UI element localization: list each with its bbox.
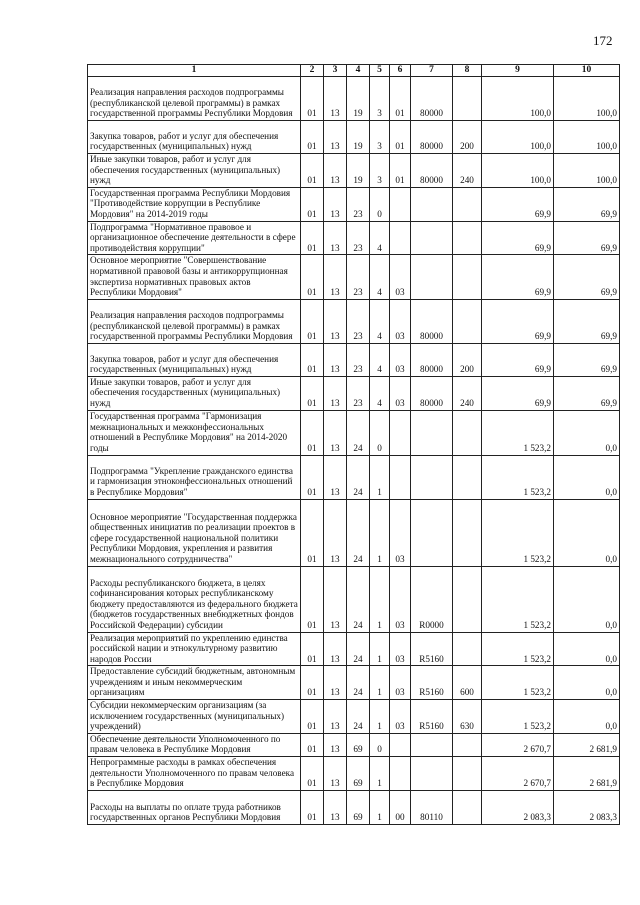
- table-body: [88, 77, 620, 825]
- table-cell: 69,9: [554, 255, 620, 299]
- column-header: 3: [324, 65, 347, 77]
- row-name-cell: Непрограммные расходы в рамках обеспечения деятельности Уполномоченного по правам человека в Республике Мордовия: [88, 757, 301, 791]
- table-cell: 0,0: [554, 566, 620, 632]
- column-header: 9: [482, 65, 554, 77]
- row-name-cell: Расходы на выплаты по оплате труда работников государственных органов Республики Мордовия: [88, 790, 301, 824]
- table-row: [88, 121, 620, 154]
- row-name-cell: Подпрограмма "Нормативное правовое и организационное обеспечение деятельности в сфере противодействия коррупции": [88, 221, 301, 255]
- table-cell: 0: [370, 410, 390, 455]
- table-cell: 80000: [411, 343, 453, 376]
- budget-table: [87, 64, 620, 825]
- table-cell: [411, 221, 453, 255]
- table-cell: 13: [324, 121, 347, 154]
- table-cell: 1: [370, 790, 390, 824]
- table-cell: 13: [324, 700, 347, 734]
- table-cell: 01: [301, 733, 324, 756]
- table-cell: 13: [324, 410, 347, 455]
- table-cell: 03: [390, 255, 411, 299]
- row-name-cell: Основное мероприятие "Совершенствование нормативной правовой базы и антикоррупционная экспертиза нормативных правовых актов Республики Мордовия": [88, 255, 301, 299]
- table-cell: 00: [390, 790, 411, 824]
- table-cell: 1: [370, 700, 390, 734]
- table-row: [88, 632, 620, 666]
- table-cell: 1 523,2: [482, 410, 554, 455]
- table-cell: 01: [301, 376, 324, 410]
- table-cell: 2 670,7: [482, 757, 554, 791]
- table-cell: [390, 733, 411, 756]
- table-cell: 200: [453, 343, 482, 376]
- table-row: [88, 499, 620, 566]
- column-header: 10: [554, 65, 620, 77]
- table-row: [88, 455, 620, 499]
- row-name-cell: Реализация направления расходов подпрограммы (республиканской целевой программы) в рамках государственной программы Республики Мордовия: [88, 77, 301, 121]
- table-row: [88, 343, 620, 376]
- table-cell: 1: [370, 666, 390, 700]
- table-cell: [390, 757, 411, 791]
- table-cell: 01: [301, 154, 324, 188]
- table-cell: 03: [390, 343, 411, 376]
- table-cell: 3: [370, 121, 390, 154]
- table-cell: [453, 299, 482, 343]
- table-header-row: [88, 65, 620, 77]
- table-cell: 3: [370, 154, 390, 188]
- table-cell: [411, 410, 453, 455]
- table-cell: 13: [324, 221, 347, 255]
- table-cell: 0,0: [554, 632, 620, 666]
- table-cell: 100,0: [554, 121, 620, 154]
- table-cell: 1: [370, 499, 390, 566]
- table-cell: 69: [347, 757, 370, 791]
- table-cell: 0,0: [554, 700, 620, 734]
- table-row: [88, 700, 620, 734]
- table-cell: [453, 77, 482, 121]
- row-name-cell: Реализация направления расходов подпрограммы (республиканской целевой программы) в рамках государственной программы Республики Мордовия: [88, 299, 301, 343]
- table-cell: 69,9: [482, 255, 554, 299]
- column-header: 2: [301, 65, 324, 77]
- table-cell: 19: [347, 77, 370, 121]
- row-name-cell: Иные закупки товаров, работ и услуг для обеспечения государственных (муниципальных) нужд: [88, 376, 301, 410]
- table-cell: 2 083,3: [554, 790, 620, 824]
- table-cell: R5160: [411, 700, 453, 734]
- table-cell: 03: [390, 632, 411, 666]
- table-cell: 80000: [411, 154, 453, 188]
- table-cell: [390, 187, 411, 221]
- table-cell: 69,9: [554, 376, 620, 410]
- table-cell: 240: [453, 376, 482, 410]
- table-cell: 01: [301, 187, 324, 221]
- row-name-cell: Субсидии некоммерческим организациям (за исключением государственных (муниципальных) учреждений): [88, 700, 301, 734]
- table-cell: 13: [324, 632, 347, 666]
- table-cell: 23: [347, 221, 370, 255]
- table-cell: 2 681,9: [554, 757, 620, 791]
- table-cell: 69: [347, 790, 370, 824]
- table-cell: 630: [453, 700, 482, 734]
- table-cell: [411, 187, 453, 221]
- table-cell: 24: [347, 632, 370, 666]
- table-cell: 13: [324, 77, 347, 121]
- table-cell: R5160: [411, 666, 453, 700]
- table-cell: 4: [370, 376, 390, 410]
- row-name-cell: Государственная программа Республики Мордовия "Противодействие коррупции в Республике Мордовия" на 2014-2019 годы: [88, 187, 301, 221]
- table-cell: 69,9: [482, 299, 554, 343]
- table-cell: 01: [390, 154, 411, 188]
- column-header: 5: [370, 65, 390, 77]
- table-cell: [411, 499, 453, 566]
- table-cell: 80000: [411, 376, 453, 410]
- table-cell: 13: [324, 566, 347, 632]
- table-cell: 69: [347, 733, 370, 756]
- table-cell: 24: [347, 666, 370, 700]
- table-cell: 01: [301, 632, 324, 666]
- table-cell: R0000: [411, 566, 453, 632]
- table-cell: 69,9: [482, 376, 554, 410]
- table-cell: [411, 757, 453, 791]
- table-cell: 19: [347, 121, 370, 154]
- table-cell: 23: [347, 376, 370, 410]
- table-cell: 24: [347, 499, 370, 566]
- column-header: 6: [390, 65, 411, 77]
- table-cell: [453, 499, 482, 566]
- table-cell: [390, 221, 411, 255]
- table-cell: 03: [390, 499, 411, 566]
- table-cell: 13: [324, 499, 347, 566]
- table-cell: 80000: [411, 299, 453, 343]
- table-cell: 13: [324, 757, 347, 791]
- table-cell: 13: [324, 187, 347, 221]
- table-cell: 01: [301, 757, 324, 791]
- table-cell: 13: [324, 455, 347, 499]
- row-name-cell: Иные закупки товаров, работ и услуг для обеспечения государственных (муниципальных) нужд: [88, 154, 301, 188]
- table-cell: 200: [453, 121, 482, 154]
- table-cell: 4: [370, 221, 390, 255]
- table-cell: 0: [370, 187, 390, 221]
- table-cell: 23: [347, 299, 370, 343]
- table-cell: 0,0: [554, 410, 620, 455]
- table-cell: 24: [347, 566, 370, 632]
- table-row: [88, 77, 620, 121]
- table-cell: 0,0: [554, 499, 620, 566]
- table-cell: 100,0: [482, 77, 554, 121]
- row-name-cell: Предоставление субсидий бюджетным, автономным учреждениям и иным некоммерческим организациям: [88, 666, 301, 700]
- table-row: [88, 376, 620, 410]
- table-row: [88, 221, 620, 255]
- column-header: 4: [347, 65, 370, 77]
- table-cell: 13: [324, 343, 347, 376]
- table-cell: 13: [324, 733, 347, 756]
- row-name-cell: Подпрограмма "Укрепление гражданского единства и гармонизация этноконфессиональных отношений в Республике Мордовия": [88, 455, 301, 499]
- table-cell: 69,9: [554, 299, 620, 343]
- table-cell: [453, 733, 482, 756]
- table-cell: 01: [390, 77, 411, 121]
- table-cell: [453, 455, 482, 499]
- table-cell: [453, 566, 482, 632]
- table-cell: 100,0: [482, 121, 554, 154]
- table-cell: 01: [301, 666, 324, 700]
- table-row: [88, 299, 620, 343]
- table-cell: [411, 455, 453, 499]
- table-cell: 0,0: [554, 666, 620, 700]
- table-cell: 1: [370, 757, 390, 791]
- row-name-cell: Закупка товаров, работ и услуг для обеспечения государственных (муниципальных) нужд: [88, 343, 301, 376]
- table-cell: 100,0: [482, 154, 554, 188]
- table-cell: [411, 255, 453, 299]
- table-cell: 1 523,2: [482, 499, 554, 566]
- table-cell: 13: [324, 666, 347, 700]
- table-row: [88, 187, 620, 221]
- table-cell: 69,9: [554, 221, 620, 255]
- table-cell: 1: [370, 632, 390, 666]
- table-cell: [453, 632, 482, 666]
- table-row: [88, 410, 620, 455]
- table-cell: [453, 221, 482, 255]
- table-cell: 2 083,3: [482, 790, 554, 824]
- table-cell: 24: [347, 410, 370, 455]
- table-cell: 19: [347, 154, 370, 188]
- table-cell: 80000: [411, 77, 453, 121]
- table-cell: 100,0: [554, 77, 620, 121]
- table-cell: 1 523,2: [482, 700, 554, 734]
- table-cell: R5160: [411, 632, 453, 666]
- table-cell: 03: [390, 700, 411, 734]
- table-cell: 01: [301, 221, 324, 255]
- table-row: [88, 255, 620, 299]
- table-cell: [390, 410, 411, 455]
- table-cell: 80000: [411, 121, 453, 154]
- table-cell: 600: [453, 666, 482, 700]
- table-cell: 23: [347, 343, 370, 376]
- table-cell: 01: [301, 455, 324, 499]
- table-cell: 69,9: [482, 187, 554, 221]
- table-cell: 13: [324, 255, 347, 299]
- table-cell: 69,9: [554, 187, 620, 221]
- table-cell: 69,9: [482, 221, 554, 255]
- page-number: 172: [593, 33, 613, 48]
- table-cell: 3: [370, 77, 390, 121]
- table-cell: 13: [324, 154, 347, 188]
- row-name-cell: Основное мероприятие "Государственная поддержка общественных инициатив по реализации проектов в сфере государственной национальной политики Республики Мордовия, укрепления и развития межнационального сотрудничества": [88, 499, 301, 566]
- table-cell: 13: [324, 376, 347, 410]
- table-cell: 1: [370, 455, 390, 499]
- table-cell: 2 681,9: [554, 733, 620, 756]
- table-cell: [453, 410, 482, 455]
- table-row: [88, 790, 620, 824]
- table-row: [88, 154, 620, 188]
- column-header: 8: [453, 65, 482, 77]
- table-cell: 4: [370, 343, 390, 376]
- table-cell: 01: [301, 790, 324, 824]
- row-name-cell: Обеспечение деятельности Уполномоченного по правам человека в Республике Мордовия: [88, 733, 301, 756]
- table-cell: 69,9: [482, 343, 554, 376]
- table-cell: [453, 187, 482, 221]
- row-name-cell: Расходы республиканского бюджета, в целях софинансирования которых республиканскому бюджету предоставляются из федерального бюджета (бюджетов государственных внебюджетных фондов Российской Федерации) субсидии: [88, 566, 301, 632]
- table-cell: 0: [370, 733, 390, 756]
- table-cell: 13: [324, 790, 347, 824]
- table-cell: 24: [347, 700, 370, 734]
- table-cell: [453, 790, 482, 824]
- table-cell: [411, 733, 453, 756]
- table-cell: 01: [390, 121, 411, 154]
- table-cell: 01: [301, 566, 324, 632]
- table-cell: 01: [301, 343, 324, 376]
- table-cell: 03: [390, 566, 411, 632]
- table-cell: 01: [301, 121, 324, 154]
- table-cell: 24: [347, 455, 370, 499]
- table-row: [88, 566, 620, 632]
- table-row: [88, 757, 620, 791]
- table-cell: 01: [301, 499, 324, 566]
- table-cell: 240: [453, 154, 482, 188]
- table-cell: 80110: [411, 790, 453, 824]
- table-cell: 13: [324, 299, 347, 343]
- table-cell: 2 670,7: [482, 733, 554, 756]
- table-cell: [453, 757, 482, 791]
- table-cell: 1 523,2: [482, 666, 554, 700]
- table-cell: 4: [370, 255, 390, 299]
- table-cell: [390, 455, 411, 499]
- table-cell: 4: [370, 299, 390, 343]
- table-cell: 100,0: [554, 154, 620, 188]
- table-cell: 01: [301, 700, 324, 734]
- table-cell: 23: [347, 255, 370, 299]
- table-cell: 03: [390, 666, 411, 700]
- table-cell: 0,0: [554, 455, 620, 499]
- table-row: [88, 666, 620, 700]
- table-cell: 01: [301, 299, 324, 343]
- table-cell: 1 523,2: [482, 455, 554, 499]
- table-cell: 01: [301, 77, 324, 121]
- table-cell: 1: [370, 566, 390, 632]
- column-header: 7: [411, 65, 453, 77]
- table-cell: 23: [347, 187, 370, 221]
- table-cell: 1 523,2: [482, 632, 554, 666]
- column-header: 1: [88, 65, 301, 77]
- row-name-cell: Государственная программа "Гармонизация межнациональных и межконфессиональных отношений в Республике Мордовия" на 2014-2020 годы: [88, 410, 301, 455]
- table-cell: 69,9: [554, 343, 620, 376]
- table-cell: 01: [301, 255, 324, 299]
- table-cell: 01: [301, 410, 324, 455]
- table-cell: [453, 255, 482, 299]
- row-name-cell: Закупка товаров, работ и услуг для обеспечения государственных (муниципальных) нужд: [88, 121, 301, 154]
- table-cell: 03: [390, 299, 411, 343]
- table-cell: 03: [390, 376, 411, 410]
- row-name-cell: Реализация мероприятий по укреплению единства российской нации и этнокультурному развитию народов России: [88, 632, 301, 666]
- table-row: [88, 733, 620, 756]
- table-cell: 1 523,2: [482, 566, 554, 632]
